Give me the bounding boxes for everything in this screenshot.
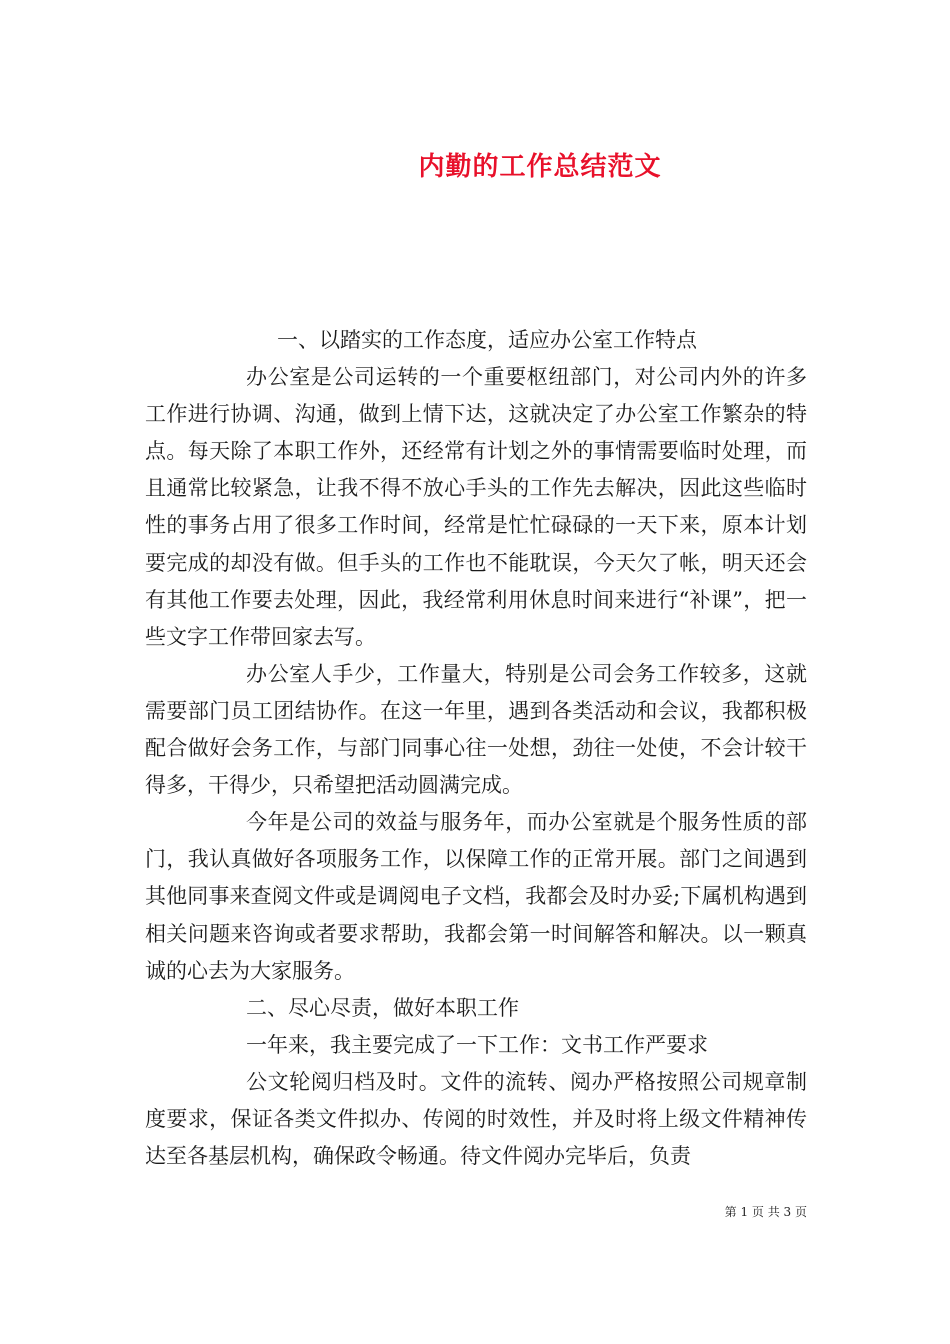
body-paragraph: 公文轮阅归档及时。文件的流转、阅办严格按照公司规章制度要求，保证各类文件拟办、传阅的时效性，并及时将上级文件精神传达至各基层机构，确保政令畅通。待文件阅办完毕后，负责 <box>145 1069 807 1169</box>
document-title: 内勤的工作总结范文 <box>418 152 662 183</box>
document-body <box>145 322 807 1175</box>
body-paragraph: 办公室是公司运转的一个重要枢纽部门，对公司内外的许多工作进行协调、沟通，做到上情下达，这就决定了办公室工作繁杂的特点。每天除了本职工作外，还经常有计划之外的事情需要临时处理，而且通常比较紧急，让我不得不放心手头的工作先去解决，因此这些临时性的事务占用了很多工作时间，经常是忙忙碌碌的一天下来，原本计划要完成的却没有做。但手头的工作也不能耽误，今天欠了帐，明天还会有其他工作要去处理，因此，我经常利用休息时间来进行“补课”，把一些文字工作带回家去写。 <box>145 365 807 649</box>
body-paragraph: 今年是公司的效益与服务年，而办公室就是个服务性质的部门，我认真做好各项服务工作，以保障工作的正常开展。部门之间遇到其他同事来查阅文件或是调阅电子文档，我都会及时办妥;下属机构遇到相关问题来咨询或者要求帮助，我都会第一时间解答和解决。以一颗真诚的心去为大家服务。 <box>145 810 807 983</box>
body-paragraph: 办公室人手少，工作量大，特别是公司会务工作较多，这就需要部门员工团结协作。在这一年里，遇到各类活动和会议，我都积极配合做好会务工作，与部门同事心往一处想，劲往一处使，不会计较干得多，干得少，只希望把活动圆满完成。 <box>145 661 807 798</box>
body-paragraph: 一年来，我主要完成了一下工作：文书工作严要求 <box>246 1032 708 1057</box>
section-heading-2: 二、尽心尽责，做好本职工作 <box>246 995 519 1020</box>
section-heading-1: 一、以踏实的工作态度，适应办公室工作特点 <box>277 328 697 352</box>
page-number: 第 1 页 共 3 页 <box>724 1205 807 1219</box>
